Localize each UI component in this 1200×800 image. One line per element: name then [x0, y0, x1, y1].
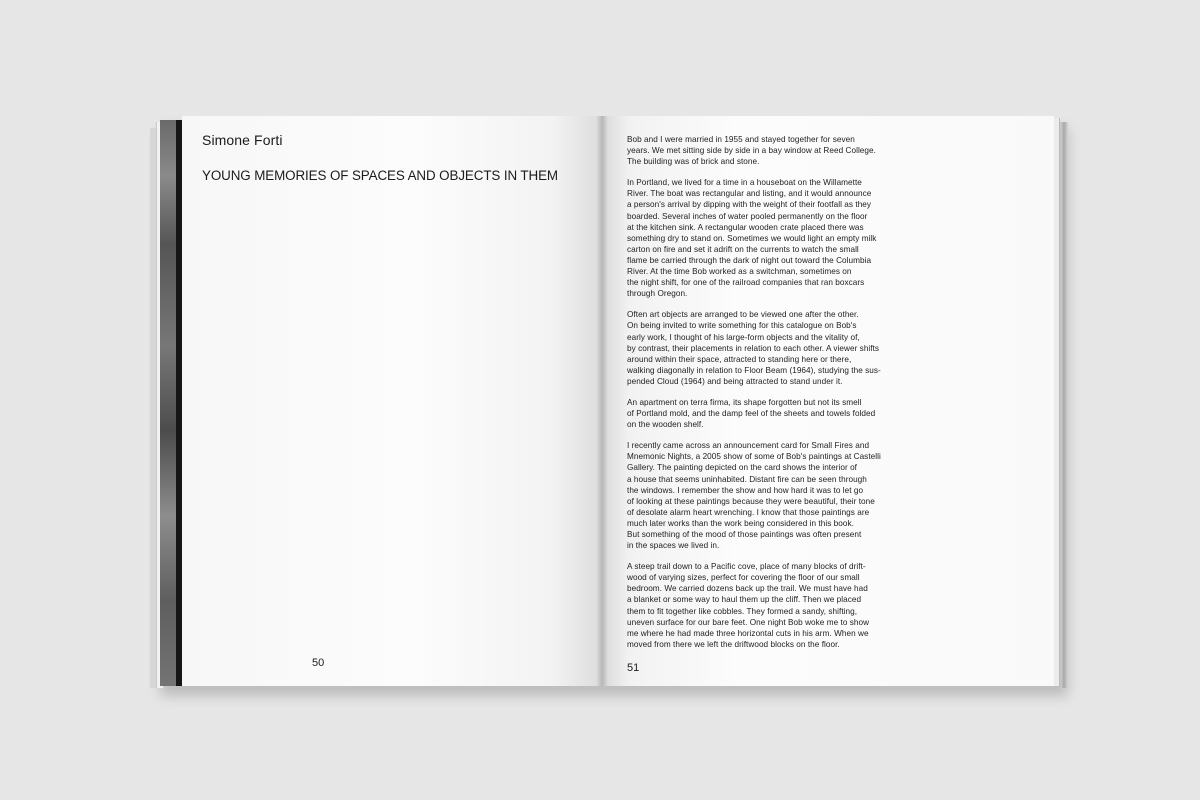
text-line: the night shift, for one of the railroad companies that ran boxcars: [627, 278, 865, 288]
text-line: of looking at these paintings because they were beautiful, their tone: [627, 496, 875, 506]
text-line: by contrast, their placements in relation to each other. A viewer shifts: [627, 343, 880, 353]
book-gutter: [596, 116, 608, 686]
page-number-left: 50: [312, 657, 325, 669]
text-line: a house that seems uninhabited. Distant fire can be seen through: [627, 474, 867, 484]
text-line: Often art objects are arranged to be viewed one after the other.: [627, 310, 859, 320]
right-page: [602, 116, 1054, 686]
essay-body: [627, 134, 917, 650]
body-paragraph: [627, 177, 917, 299]
text-line: pended Cloud (1964) and being attracted to stand under it.: [627, 376, 843, 386]
text-line: I recently came across an announcement card for Small Fires and: [627, 441, 870, 451]
text-line: through Oregon.: [627, 289, 688, 299]
text-line: the windows. I remember the show and how hard it was to let go: [627, 485, 864, 495]
text-line: on the wooden shelf.: [627, 420, 704, 430]
left-page: [182, 116, 602, 686]
body-paragraph: [627, 440, 917, 551]
text-line: of desolate alarm heart wrenching. I know that those paintings are: [627, 507, 870, 517]
text-line: walking diagonally in relation to Floor Beam (1964), studying the sus-: [627, 365, 881, 375]
text-line: carton on fire and set it adrift on the currents to watch the small: [627, 244, 859, 254]
text-line: Gallery. The painting depicted on the card shows the interior of: [627, 463, 858, 473]
text-line: years. We met sitting side by side in a bay window at Reed College.: [627, 146, 876, 156]
text-line: River. The boat was rectangular and listing, and it would announce: [627, 189, 872, 199]
text-line: bedroom. We carried dozens back up the trail. We must have had: [627, 584, 868, 594]
text-line: them to fit together like cobbles. They formed a sandy, shifting,: [627, 606, 858, 616]
text-line: me where he had made three horizontal cuts in his arm. When we: [627, 628, 869, 638]
text-line: moved from there we left the driftwood blocks on the floor.: [627, 639, 840, 649]
text-line: uneven surface for our bare feet. One night Bob woke me to show: [627, 617, 870, 627]
text-line: early work, I thought of his large-form objects and the vitality of,: [627, 332, 860, 342]
text-line: a blanket or some way to haul them up the cliff. Then we placed: [627, 595, 862, 605]
body-paragraph: [627, 561, 917, 650]
text-line: at the kitchen sink. A rectangular wooden crate placed there was: [627, 222, 864, 232]
text-line: The building was of brick and stone.: [627, 157, 760, 167]
text-line: An apartment on terra firma, its shape forgotten but not its smell: [627, 397, 862, 407]
text-line: Mnemonic Nights, a 2005 show of some of Bob's paintings at Castelli: [627, 452, 881, 462]
page-number-right: 51: [627, 662, 640, 674]
essay-title: YOUNG MEMORIES OF SPACES AND OBJECTS IN THEM: [202, 168, 558, 183]
text-line: A steep trail down to a Pacific cove, place of many blocks of drift-: [627, 562, 866, 572]
photo-strip-bleed: [160, 120, 176, 686]
text-line: boarded. Several inches of water pooled permanently on the floor: [627, 211, 868, 221]
author-name: Simone Forti: [202, 132, 283, 148]
text-line: of Portland mold, and the damp feel of the sheets and towels folded: [627, 409, 876, 419]
body-paragraph: [627, 134, 917, 167]
text-line: In Portland, we lived for a time in a houseboat on the Willamette: [627, 178, 862, 188]
text-line: in the spaces we lived in.: [627, 541, 720, 551]
text-line: a person's arrival by dipping with the weight of their footfall as they: [627, 200, 872, 210]
text-line: something dry to stand on. Sometimes we would light an empty milk: [627, 233, 877, 243]
body-paragraph: [627, 397, 917, 430]
text-line: around within their space, attracted to standing here or there,: [627, 354, 852, 364]
text-line: On being invited to write something for this catalogue on Bob's: [627, 321, 857, 331]
text-line: River. At the time Bob worked as a switchman, sometimes on: [627, 267, 852, 277]
text-line: much later works than the work being considered in this book.: [627, 518, 854, 528]
text-line: wood of varying sizes, perfect for covering the floor of our small: [627, 573, 860, 583]
text-line: Bob and I were married in 1955 and stayed together for seven: [627, 135, 855, 144]
text-line: But something of the mood of those paintings was often present: [627, 530, 862, 539]
text-line: flame be carried through the dark of night out toward the Columbia: [627, 255, 872, 265]
body-paragraph: [627, 309, 917, 387]
